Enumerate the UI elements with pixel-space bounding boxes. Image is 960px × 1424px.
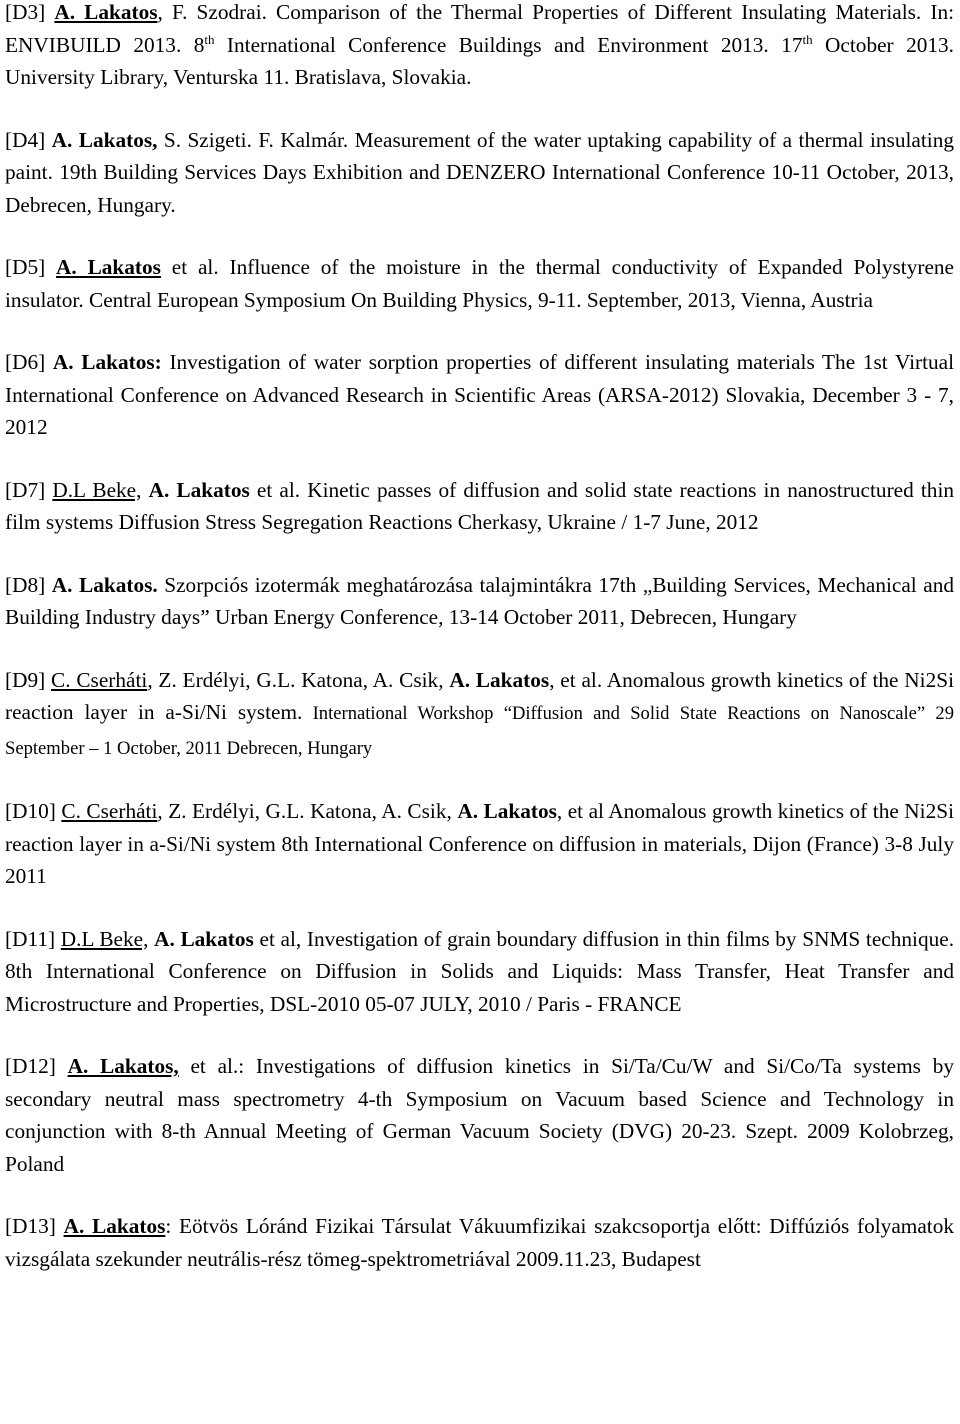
reference-id: [D8]	[5, 572, 46, 597]
reference-d4: [D4] A. Lakatos, S. Szigeti. F. Kalmár. Measurement of the water uptaking capability of a thermal insulating paint. 19th Building Services Days Exhibition and DENZERO International Conference 10-11 October, 2013, Debrecen, Hungary.	[5, 127, 954, 217]
reference-id: [D12]	[5, 1054, 56, 1078]
reference-d11: [D11] D.L Beke, A. Lakatos et al, Investigation of grain boundary diffusion in thin films by SNMS technique. 8th International Conference on Diffusion in Solids and Liquids: Mass Transfer, Heat Transfer and Microstructure and Properties, DSL-2010 05-07 JULY, 2010 / Paris - FRANCE	[5, 926, 955, 1016]
author-name: A. Lakatos	[457, 799, 557, 823]
author-name: A. Lakatos,	[51, 127, 158, 152]
reference-d10: [D10] C. Cserháti, Z. Erdélyi, G.L. Katona, A. Csik, A. Lakatos, et al Anomalous growth kinetics of the Ni2Si reaction layer in a-Si/Ni system 8th International Conference on diffusion in materials, Dijon (France) 3-8 July 2011	[5, 799, 954, 888]
reference-d8: [D8] A. Lakatos. Szorpciós izotermák meghatározása talajmintákra 17th „Building Services, Mechanical and Building Industry days” Urban Energy Conference, 13-14 October 2011, Debrecen, Hungary	[5, 572, 955, 629]
author-name: A. Lakatos.	[51, 572, 158, 597]
reference-d13: [D13] A. Lakatos: Eötvös Lóránd Fizikai Társulat Vákuumfizikai szakcsoportja előtt: Diffúziós folyamatok vizsgálata szekunder neutrális-rész tömeg-spektrometriával 2009.11.23, Budapest	[5, 1214, 954, 1271]
reference-id: [D9]	[5, 667, 46, 692]
author-name: A. Lakatos	[56, 255, 161, 279]
coauthor-name: C. Cserháti	[51, 667, 148, 692]
author-name: A. Lakatos:	[52, 350, 162, 374]
reference-id: [D10]	[5, 799, 56, 823]
author-name: A. Lakatos	[449, 667, 550, 692]
coauthor-name: C. Cserháti	[61, 799, 158, 823]
reference-id: [D11]	[5, 926, 56, 951]
reference-d9: [D9] C. Cserháti, Z. Erdélyi, G.L. Katona, A. Csik, A. Lakatos, et al. Anomalous growth kinetics of the Ni2Si reaction layer in a-Si/Ni system. International Workshop “Diffusion and Solid State Reactions on Nanoscale” 29 September – 1 October, 2011 Debrecen, Hungary	[5, 667, 954, 759]
reference-id: [D3]	[5, 0, 46, 24]
coauthor-name: D.L Beke,	[60, 926, 149, 951]
reference-d5: [D5] A. Lakatos et al. Influence of the moisture in the thermal conductivity of Expanded Polystyrene insulator. Central European Symposium On Building Physics, 9-11. September, 2013, Vienna, Austria	[5, 255, 954, 312]
author-name: A. Lakatos	[63, 1214, 166, 1238]
reference-d3: [D3] A. Lakatos, F. Szodrai. Comparison of the Thermal Properties of Different Insulating Materials. In: ENVIBUILD 2013. 8th International Conference Buildings and Environment 2013. 17th October 2013. University Library, Venturska 11. Bratislava, Slovakia.	[5, 0, 955, 89]
reference-d12: [D12] A. Lakatos, et al.: Investigations of diffusion kinetics in Si/Ta/Cu/W and Si/Co/Ta systems by secondary neutral mass spectrometry 4-th Symposium on Vacuum based Science and Technology in conjunction with 8-th Annual Meeting of German Vacuum Society (DVG) 20-23. Szept. 2009 Kolobrzeg, Poland	[5, 1054, 954, 1176]
author-name: A. Lakatos	[154, 926, 254, 951]
coauthor-name: D.L Beke,	[52, 477, 142, 502]
author-name: A. Lakatos,	[67, 1054, 179, 1078]
reference-id: [D7]	[5, 477, 46, 502]
author-name: A. Lakatos	[148, 477, 250, 502]
reference-id: [D6]	[5, 350, 46, 374]
reference-id: [D13]	[5, 1214, 56, 1238]
author-name: A. Lakatos	[54, 0, 158, 24]
reference-id: [D4]	[5, 127, 46, 152]
reference-d7: [D7] D.L Beke, A. Lakatos et al. Kinetic passes of diffusion and solid state reactions in nanostructured thin film systems Diffusion Stress Segregation Reactions Cherkasy, Ukraine / 1-7 June, 2012	[5, 477, 955, 534]
reference-id: [D5]	[5, 255, 46, 279]
reference-d6: [D6] A. Lakatos: Investigation of water sorption properties of different insulating materials The 1st Virtual International Conference on Advanced Research in Scientific Areas (ARSA-2012) Slovakia, December 3 - 7, 2012	[5, 350, 955, 439]
